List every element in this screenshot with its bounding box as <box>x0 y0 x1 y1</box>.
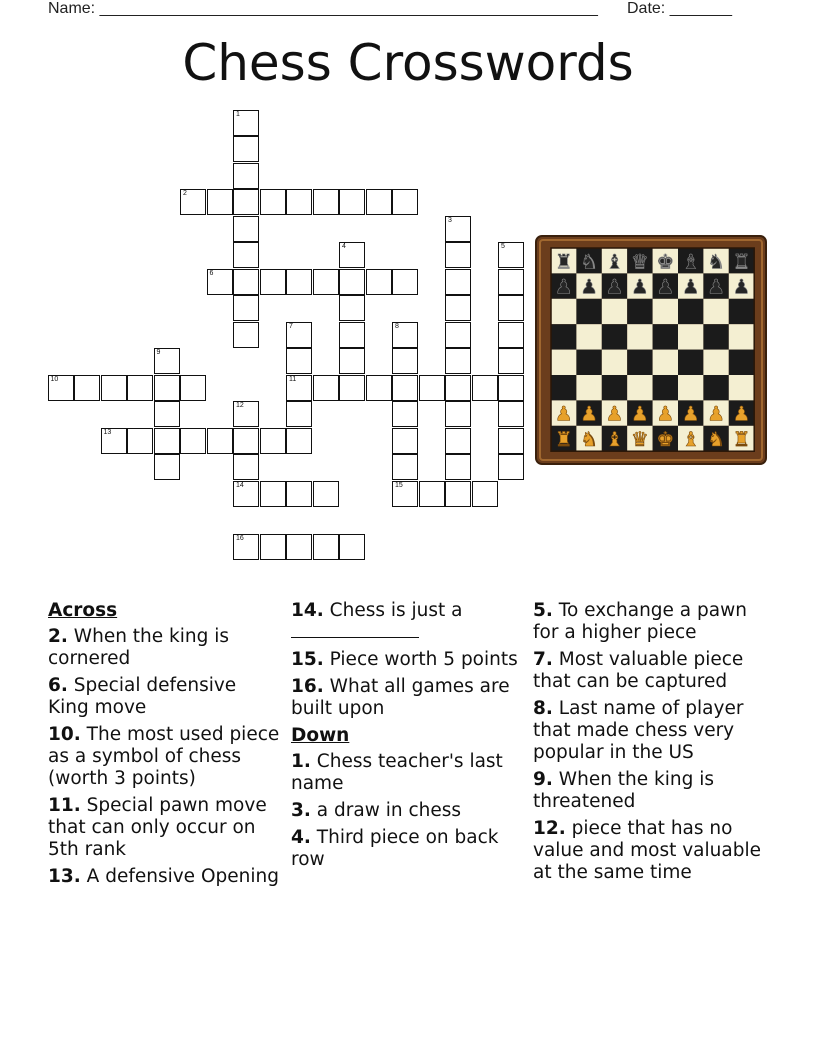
chess-piece-icon: ♞ <box>580 249 599 274</box>
clue-text: Last name of player that made chess very popular in the US <box>533 698 744 763</box>
crossword-cell[interactable] <box>260 534 286 560</box>
crossword-cell[interactable] <box>445 481 471 507</box>
crossword-cell[interactable] <box>180 428 206 454</box>
crossword-cell[interactable] <box>286 189 312 215</box>
crossword-cell[interactable] <box>233 295 259 321</box>
crossword-cell[interactable] <box>313 269 339 295</box>
crossword-cell[interactable] <box>286 348 312 374</box>
crossword-cell[interactable] <box>366 269 392 295</box>
board-square <box>729 324 754 349</box>
crossword-cell[interactable] <box>233 216 259 242</box>
crossword-cell[interactable] <box>445 216 471 242</box>
board-square <box>602 299 627 324</box>
crossword-cell[interactable] <box>286 401 312 427</box>
clue-number-label: 2 <box>183 190 187 197</box>
clue-number-label: 13 <box>103 428 112 436</box>
crossword-cell[interactable] <box>445 242 471 268</box>
crossword-cell[interactable] <box>339 375 365 401</box>
board-square <box>678 375 703 400</box>
clue-across-10 <box>48 724 280 790</box>
crossword-cell[interactable] <box>286 534 312 560</box>
clue-across-11 <box>48 795 280 861</box>
crossword-cell[interactable] <box>233 481 259 507</box>
crossword-cell[interactable] <box>313 189 339 215</box>
clue-number: 5. <box>533 600 553 621</box>
chess-piece-icon: ♟ <box>554 401 573 426</box>
crossword-cell[interactable] <box>313 481 339 507</box>
clue-down-3 <box>291 800 521 822</box>
board-square <box>627 299 652 324</box>
crossword-cell[interactable] <box>233 322 259 348</box>
crossword-cell[interactable] <box>339 269 365 295</box>
clue-number-label: 4 <box>342 243 346 250</box>
clue-number-label: 9 <box>156 349 161 356</box>
crossword-cell[interactable] <box>233 534 259 560</box>
clue-text: Third piece on back row <box>291 827 499 870</box>
chessboard-illustration <box>535 235 767 465</box>
clue-text: Special defensive King move <box>48 675 237 718</box>
clue-down-1 <box>291 751 521 795</box>
chess-piece-icon: ♟ <box>580 274 599 299</box>
crossword-cell[interactable] <box>233 454 259 480</box>
crossword-cell[interactable] <box>207 269 233 295</box>
board-square <box>703 299 728 324</box>
crossword-cell[interactable] <box>498 322 524 348</box>
board-square <box>729 350 754 375</box>
crossword-cell[interactable] <box>392 322 418 348</box>
board-square <box>703 324 728 349</box>
crossword-cell[interactable] <box>154 348 180 374</box>
chess-piece-icon: ♚ <box>656 249 675 274</box>
clue-number: 8. <box>533 698 553 719</box>
crossword-cell[interactable] <box>445 295 471 321</box>
crossword-cell[interactable] <box>260 481 286 507</box>
chess-piece-icon: ♟ <box>707 401 726 426</box>
clue-number: 2. <box>48 626 68 647</box>
crossword-cell[interactable] <box>286 428 312 454</box>
board-square <box>576 375 601 400</box>
crossword-cell[interactable] <box>419 481 445 507</box>
chess-piece-icon: ♚ <box>656 427 675 452</box>
crossword-cell[interactable] <box>392 189 418 215</box>
board-square <box>678 299 703 324</box>
clue-number: 3. <box>291 800 311 821</box>
chess-piece-icon: ♟ <box>630 274 649 299</box>
clues-column-3 <box>533 600 773 889</box>
crossword-cell[interactable] <box>286 481 312 507</box>
crossword-cell[interactable] <box>498 428 524 454</box>
clue-text: Chess teacher's last name <box>291 751 503 794</box>
clue-number-label: 6 <box>209 269 214 277</box>
clues-column-2 <box>291 600 521 876</box>
crossword-cell[interactable] <box>392 481 418 507</box>
crossword-cell[interactable] <box>498 295 524 321</box>
crossword-cell[interactable] <box>313 375 339 401</box>
clue-text: When the king is threatened <box>533 769 715 812</box>
crossword-cell[interactable] <box>233 242 259 268</box>
chess-piece-icon: ♞ <box>707 249 726 274</box>
clue-across-14 <box>291 600 521 644</box>
crossword-cell[interactable] <box>233 110 259 136</box>
crossword-cell[interactable] <box>339 322 365 348</box>
clue-text: The most used piece as a symbol of chess (worth 3 points) <box>48 724 280 789</box>
crossword-cell[interactable] <box>233 269 259 295</box>
crossword-cell[interactable] <box>233 136 259 162</box>
clue-number: 16. <box>291 676 324 697</box>
crossword-cell[interactable] <box>472 481 498 507</box>
board-square <box>602 324 627 349</box>
clue-across-6 <box>48 675 280 719</box>
board-square <box>627 350 652 375</box>
clue-across-13 <box>48 866 280 888</box>
crossword-cell[interactable] <box>260 189 286 215</box>
chess-piece-icon: ♟ <box>656 401 675 426</box>
crossword-cell[interactable] <box>339 295 365 321</box>
board-square <box>653 299 678 324</box>
crossword-cell[interactable] <box>74 375 100 401</box>
chess-piece-icon: ♝ <box>605 427 624 452</box>
board-square <box>576 350 601 375</box>
clue-text: piece that has no value and most valuable at the same time <box>533 818 761 883</box>
crossword-cell[interactable] <box>445 401 471 427</box>
chess-piece-icon: ♞ <box>707 427 726 452</box>
chess-piece-icon: ♟ <box>656 274 675 299</box>
board-square <box>627 324 652 349</box>
clue-number-label: 7 <box>289 322 293 330</box>
crossword-cell[interactable] <box>127 428 153 454</box>
clues-column-1 <box>48 600 280 893</box>
board-square <box>551 324 576 349</box>
page-title: Chess Crosswords <box>182 34 634 92</box>
chess-piece-icon: ♟ <box>681 274 700 299</box>
crossword-cell[interactable] <box>392 428 418 454</box>
clue-down-8 <box>533 698 773 764</box>
clue-number: 6. <box>48 675 68 696</box>
chess-piece-icon: ♜ <box>732 427 751 452</box>
clue-number: 7. <box>533 649 553 670</box>
board-square <box>703 375 728 400</box>
crossword-cell[interactable] <box>154 401 180 427</box>
crossword-cell[interactable] <box>366 189 392 215</box>
crossword-cell[interactable] <box>339 534 365 560</box>
across-heading: Across <box>48 600 118 621</box>
clue-down-4 <box>291 827 521 871</box>
crossword-cell[interactable] <box>48 375 74 401</box>
crossword-cell[interactable] <box>233 189 259 215</box>
crossword-cell[interactable] <box>154 375 180 401</box>
board-square <box>729 299 754 324</box>
chessboard-icon <box>535 235 767 465</box>
board-square <box>653 375 678 400</box>
crossword-cell[interactable] <box>207 428 233 454</box>
crossword-cell[interactable] <box>445 375 471 401</box>
name-field[interactable]: Name: ________________________________________________________ <box>48 0 598 17</box>
clue-across-2 <box>48 626 280 670</box>
crossword-cell[interactable] <box>233 163 259 189</box>
crossword-cell[interactable] <box>339 189 365 215</box>
clue-text: When the king is cornered <box>48 626 230 669</box>
date-field[interactable]: Date: _______ <box>627 0 732 17</box>
clue-across-15 <box>291 649 521 671</box>
crossword-cell[interactable] <box>286 375 312 401</box>
crossword-cell[interactable] <box>392 401 418 427</box>
crossword-cell[interactable] <box>366 375 392 401</box>
crossword-cell[interactable] <box>419 375 445 401</box>
crossword-cell[interactable] <box>154 428 180 454</box>
clue-number-label: 15 <box>395 481 403 489</box>
crossword-cell[interactable] <box>180 189 206 215</box>
clue-text: Special pawn move that can only occur on 5th rank <box>48 795 267 860</box>
board-square <box>627 375 652 400</box>
crossword-cell[interactable] <box>498 269 524 295</box>
clue-text: Chess is just a <box>329 600 463 621</box>
crossword-cell[interactable] <box>260 269 286 295</box>
crossword-cell[interactable] <box>207 189 233 215</box>
board-square <box>602 350 627 375</box>
chess-piece-icon: ♛ <box>630 249 649 274</box>
crossword-cell[interactable] <box>498 454 524 480</box>
clue-number: 14. <box>291 600 324 621</box>
clue-down-9 <box>533 769 773 813</box>
board-square <box>551 299 576 324</box>
board-square <box>551 375 576 400</box>
clue-number: 10. <box>48 724 81 745</box>
chess-piece-icon: ♜ <box>732 249 751 274</box>
board-square <box>576 299 601 324</box>
crossword-cell[interactable] <box>101 428 127 454</box>
crossword-cell[interactable] <box>498 348 524 374</box>
crossword-cell[interactable] <box>445 322 471 348</box>
clue-number: 11. <box>48 795 81 816</box>
clue-number-label: 16 <box>236 534 244 542</box>
chess-piece-icon: ♟ <box>554 274 573 299</box>
clue-text: a draw in chess <box>316 800 462 821</box>
board-square <box>703 350 728 375</box>
clue-text: What all games are built upon <box>291 676 510 719</box>
down-heading: Down <box>291 725 350 746</box>
crossword-cell[interactable] <box>498 375 524 401</box>
crossword-cell[interactable] <box>101 375 127 401</box>
clue-number-label: 11 <box>289 375 297 383</box>
crossword-cell[interactable] <box>445 348 471 374</box>
crossword-cell[interactable] <box>339 348 365 374</box>
chess-piece-icon: ♝ <box>605 249 624 274</box>
crossword-cell[interactable] <box>180 375 206 401</box>
clue-number-label: 12 <box>236 402 244 409</box>
clue-down-5 <box>533 600 773 644</box>
clue-number-label: 5 <box>501 243 505 250</box>
crossword-cell[interactable] <box>286 269 312 295</box>
clue-number: 9. <box>533 769 553 790</box>
chess-piece-icon: ♜ <box>554 249 573 274</box>
chess-piece-icon: ♜ <box>554 427 573 452</box>
clue-number: 1. <box>291 751 311 772</box>
crossword-cell[interactable] <box>127 375 153 401</box>
clue-text: A defensive Opening <box>86 866 279 887</box>
chess-piece-icon: ♟ <box>732 274 751 299</box>
board-square <box>729 375 754 400</box>
crossword-cell[interactable] <box>233 428 259 454</box>
chess-piece-icon: ♝ <box>681 249 700 274</box>
board-square <box>576 324 601 349</box>
crossword-cell[interactable] <box>445 269 471 295</box>
chess-piece-icon: ♝ <box>681 427 700 452</box>
crossword-cell[interactable] <box>392 348 418 374</box>
clue-number: 13. <box>48 866 81 887</box>
clue-across-16 <box>291 676 521 720</box>
chess-piece-icon: ♞ <box>580 427 599 452</box>
board-square <box>678 324 703 349</box>
clue-text: Most valuable piece that can be captured <box>533 649 744 692</box>
clue-number: 12. <box>533 818 566 839</box>
crossword-cell[interactable] <box>392 454 418 480</box>
crossword-cell[interactable] <box>498 242 524 268</box>
clue-number-label: 10 <box>50 375 59 383</box>
clue-text: Piece worth 5 points <box>329 649 518 670</box>
chess-piece-icon: ♟ <box>580 401 599 426</box>
chess-piece-icon: ♛ <box>630 427 649 452</box>
clue-number: 4. <box>291 827 311 848</box>
crossword-cell[interactable] <box>498 401 524 427</box>
answer-blank <box>291 623 419 638</box>
crossword-cell[interactable] <box>339 242 365 268</box>
chess-piece-icon: ♟ <box>630 401 649 426</box>
chess-piece-icon: ♟ <box>707 274 726 299</box>
clue-number-label: 3 <box>448 216 452 224</box>
chess-piece-icon: ♟ <box>681 401 700 426</box>
clue-number-label: 1 <box>236 110 240 118</box>
clue-number-label: 8 <box>395 322 399 330</box>
board-square <box>678 350 703 375</box>
crossword-cell[interactable] <box>392 375 418 401</box>
board-square <box>602 375 627 400</box>
clue-down-12 <box>533 818 773 884</box>
clue-text: To exchange a pawn for a higher piece <box>533 600 747 643</box>
crossword-cell[interactable] <box>313 534 339 560</box>
crossword-cell[interactable] <box>260 428 286 454</box>
board-square <box>653 324 678 349</box>
crossword-cell[interactable] <box>392 269 418 295</box>
crossword-cell[interactable] <box>472 375 498 401</box>
board-square <box>653 350 678 375</box>
crossword-cell[interactable] <box>286 322 312 348</box>
clue-number: 15. <box>291 649 324 670</box>
chess-piece-icon: ♟ <box>732 401 751 426</box>
crossword-cell[interactable] <box>233 401 259 427</box>
chess-piece-icon: ♟ <box>605 401 624 426</box>
crossword-cell[interactable] <box>154 454 180 480</box>
clue-number-label: 14 <box>236 481 244 489</box>
chess-piece-icon: ♟ <box>605 274 624 299</box>
crossword-cell[interactable] <box>445 454 471 480</box>
board-square <box>551 350 576 375</box>
crossword-cell[interactable] <box>445 428 471 454</box>
clue-down-7 <box>533 649 773 693</box>
